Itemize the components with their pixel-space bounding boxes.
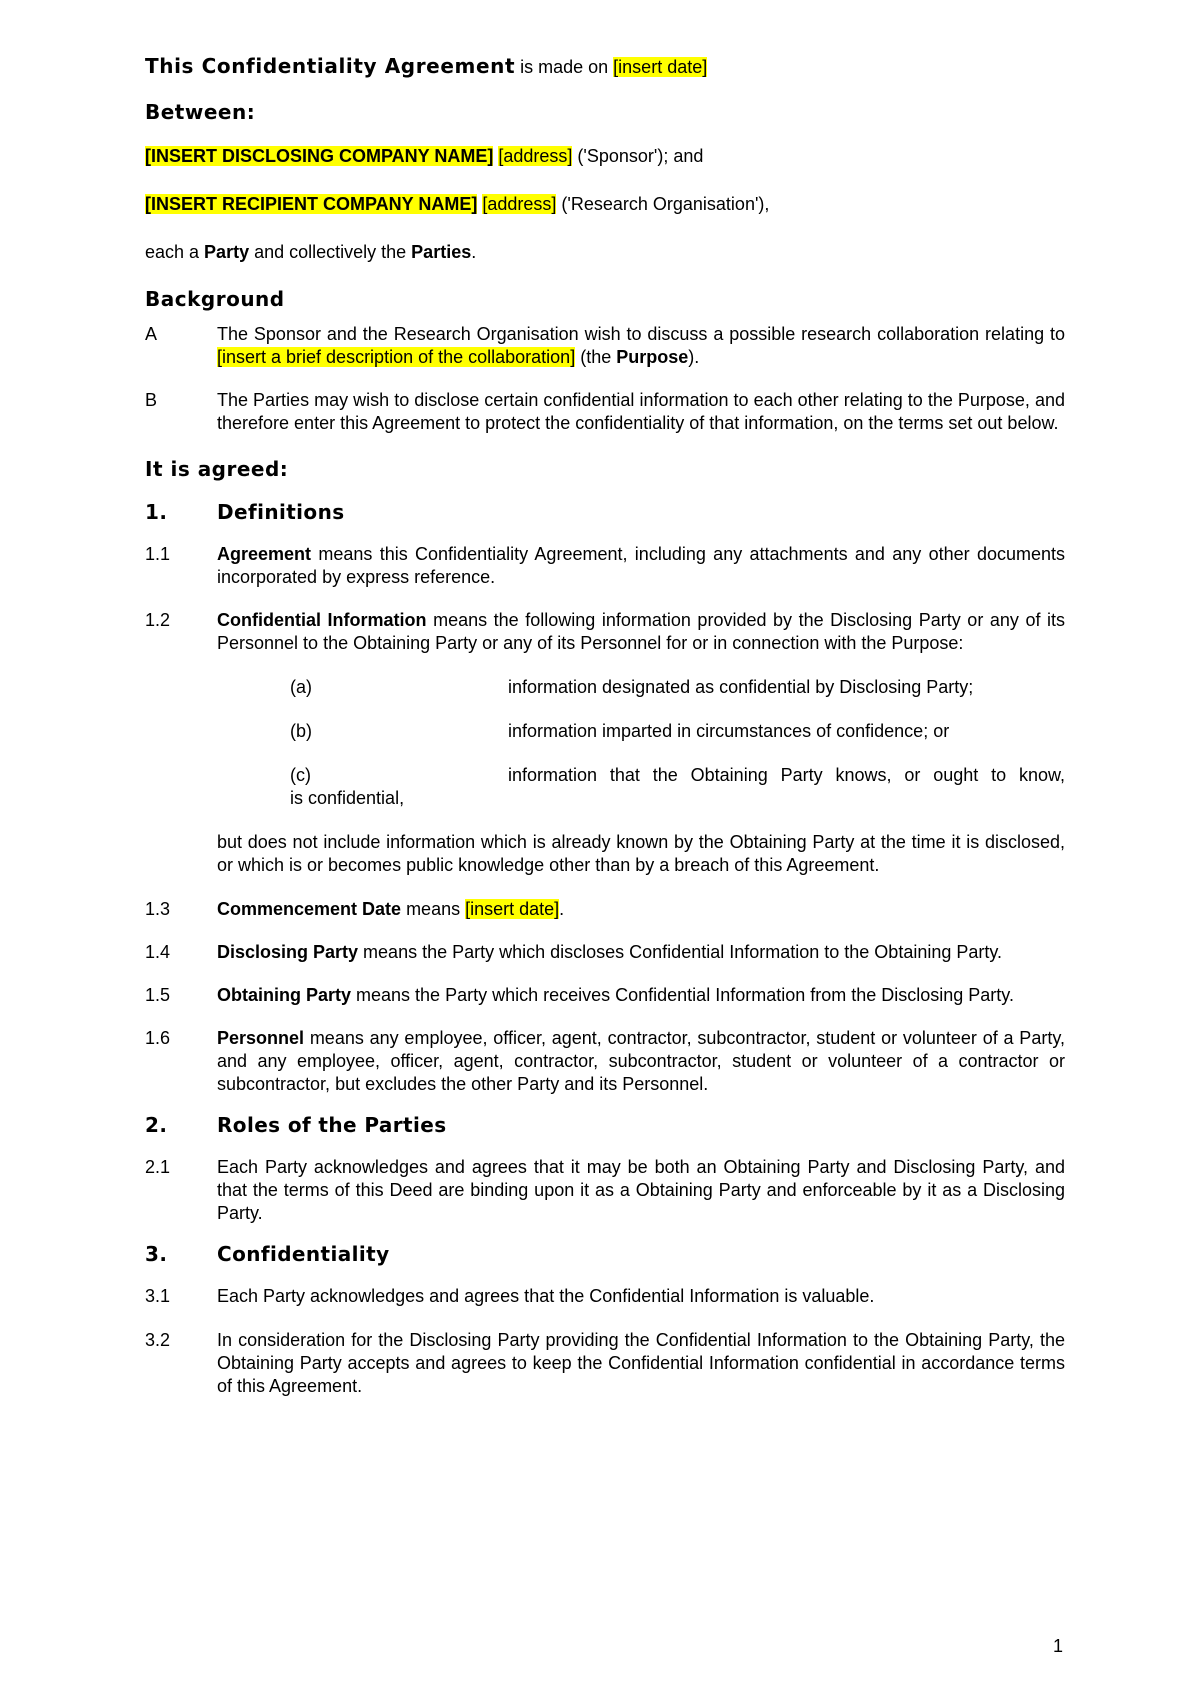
document-page: [145, 52, 1065, 1398]
clause-1-2-tail-text: but does not include information which is already known by the Obtaining Party at the time it is disclosed, or which is or becomes public knowledge other than by a breach of this Agreement.: [217, 832, 1065, 875]
section-1-heading: [145, 498, 1065, 526]
confidential-information-term: Confidential Information: [217, 610, 427, 630]
recital-b-label: B: [145, 390, 158, 410]
clause-3-2-body: In consideration for the Disclosing Party providing the Confidential Information to the Obtaining Party, the Obtaining Party accepts and agrees to keep the Confidential Information confidential in accordance terms of this Agreement.: [217, 1330, 1065, 1396]
clause-1-5-text: means the Party which receives Confidential Information from the Disclosing Party.: [351, 985, 1014, 1005]
intro-made-on: is made on: [515, 57, 614, 77]
subclause-b-text: information imparted in circumstances of confidence; or: [508, 721, 950, 741]
recital-b: [145, 389, 1065, 435]
clause-1-2-body: [217, 609, 1065, 655]
subclause-c: [290, 764, 1065, 810]
clause-1-3-text: means: [401, 899, 466, 919]
clause-1-2: [145, 609, 1065, 655]
party1-suffix: ('Sponsor'); and: [572, 146, 704, 166]
clause-2-1-number: 2.1: [145, 1157, 171, 1177]
section-3-title: Confidentiality: [217, 1242, 390, 1266]
clause-1-4: [145, 941, 1065, 964]
subclause-c-continuation: is confidential,: [290, 788, 405, 808]
section-3-heading: [145, 1240, 1065, 1268]
recital-a-text-2: (the: [575, 347, 617, 367]
clause-1-6-number: 1.6: [145, 1028, 171, 1048]
party1-line: [145, 145, 1065, 168]
subclause-a-text: information designated as confidential by Disclosing Party;: [508, 677, 974, 697]
clause-3-1: [145, 1285, 1065, 1308]
clause-1-5-body: [217, 984, 1065, 1007]
personnel-term: Personnel: [217, 1028, 305, 1048]
subclause-c-text: information that the Obtaining Party knows, or ought to know,: [508, 765, 1065, 785]
clause-2-1: [145, 1156, 1065, 1225]
commencement-date-placeholder: [insert date]: [465, 899, 560, 919]
clause-1-2-number: 1.2: [145, 610, 171, 630]
agreed-heading: It is agreed:: [145, 457, 289, 481]
clause-3-1-number: 3.1: [145, 1286, 171, 1306]
subclause-c-label: (c): [290, 765, 311, 785]
section-2-heading: [145, 1111, 1065, 1139]
each-party-text-2: and collectively the: [249, 242, 412, 262]
section-1-number: 1.: [145, 500, 168, 524]
agreement-title: This Confidentiality Agreement: [145, 54, 516, 78]
clause-1-1-text: means this Confidentiality Agreement, including any attachments and any other documents incorporated by express reference.: [217, 544, 1065, 587]
between-heading: Between:: [145, 100, 256, 124]
party2-address: [address]: [482, 194, 557, 214]
clause-1-1-number: 1.1: [145, 544, 171, 564]
clause-3-2: [145, 1329, 1065, 1398]
disclosing-party-term: Disclosing Party: [217, 942, 359, 962]
clause-1-6-text: means any employee, officer, agent, contractor, subcontractor, student or volunteer of a Party, and any employee, officer, agent, contractor, subcontractor, student or volunteer of a contractor or subcontractor, but excludes the other Party and its Personnel.: [217, 1028, 1065, 1094]
recital-a-body: [217, 323, 1065, 369]
recital-a-text: The Sponsor and the Research Organisation wish to discuss a possible research collaboration relating to: [217, 324, 1065, 344]
section-2-number: 2.: [145, 1113, 168, 1137]
clause-1-5-number: 1.5: [145, 985, 171, 1005]
clause-1-3-end: .: [559, 899, 565, 919]
intro-date-placeholder: [insert date]: [613, 57, 708, 77]
parties-term: Parties: [411, 242, 472, 262]
clause-1-2-tail: [145, 831, 1065, 877]
party1-name: [INSERT DISCLOSING COMPANY NAME]: [145, 146, 494, 166]
background-heading: Background: [145, 287, 285, 311]
page-number: 1: [1052, 1636, 1063, 1656]
clause-3-1-body: Each Party acknowledges and agrees that the Confidential Information is valuable.: [217, 1286, 875, 1306]
each-party-text-1: each a: [145, 242, 205, 262]
purpose-term: Purpose: [616, 347, 689, 367]
clause-1-4-text: means the Party which discloses Confidential Information to the Obtaining Party.: [358, 942, 1003, 962]
collaboration-placeholder: [insert a brief description of the collaboration]: [217, 347, 576, 367]
clause-1-5: [145, 984, 1065, 1007]
subclause-b-label: (b): [290, 721, 312, 741]
recital-a-label: A: [145, 324, 158, 344]
each-party-line: [145, 241, 1065, 264]
clause-2-1-body: Each Party acknowledges and agrees that it may be both an Obtaining Party and Disclosing Party, and that the terms of this Deed are binding upon it as a Obtaining Party and enforceable by it as a Disclosing Party.: [217, 1157, 1065, 1223]
clause-1-3: [145, 898, 1065, 921]
clause-1-3-body: [217, 898, 1065, 921]
party1-address: [address]: [498, 146, 573, 166]
clause-1-3-number: 1.3: [145, 899, 171, 919]
clause-1-4-body: [217, 941, 1065, 964]
intro-line: [145, 52, 1065, 81]
section-1-title: Definitions: [217, 500, 345, 524]
commencement-date-term: Commencement Date: [217, 899, 402, 919]
subclause-a: [290, 676, 1065, 699]
party2-suffix: ('Research Organisation'),: [556, 194, 770, 214]
subclause-a-label: (a): [290, 677, 312, 697]
clause-3-2-number: 3.2: [145, 1330, 171, 1350]
section-3-number: 3.: [145, 1242, 168, 1266]
clause-1-1: [145, 543, 1065, 589]
recital-a: [145, 323, 1065, 369]
recital-b-body: The Parties may wish to disclose certain confidential information to each other relating to the Purpose, and therefore enter this Agreement to protect the confidentiality of that information, on the terms set out below.: [217, 390, 1065, 433]
agreement-term: Agreement: [217, 544, 312, 564]
recital-a-text-3: ).: [688, 347, 700, 367]
clause-1-6-body: [217, 1027, 1065, 1096]
each-party-text-3: .: [471, 242, 477, 262]
obtaining-party-term: Obtaining Party: [217, 985, 352, 1005]
party-term: Party: [204, 242, 250, 262]
party2-name: [INSERT RECIPIENT COMPANY NAME]: [145, 194, 478, 214]
subclause-b: [290, 720, 1065, 743]
clause-1-2-text: means the following information provided by the Disclosing Party or any of its Personnel to the Obtaining Party or any of its Personnel for or in connection with the Purpose:: [217, 610, 1066, 653]
clause-1-4-number: 1.4: [145, 942, 171, 962]
clause-1-6: [145, 1027, 1065, 1096]
section-2-title: Roles of the Parties: [217, 1113, 447, 1137]
clause-1-1-body: [217, 543, 1065, 589]
party2-line: [145, 193, 1065, 216]
